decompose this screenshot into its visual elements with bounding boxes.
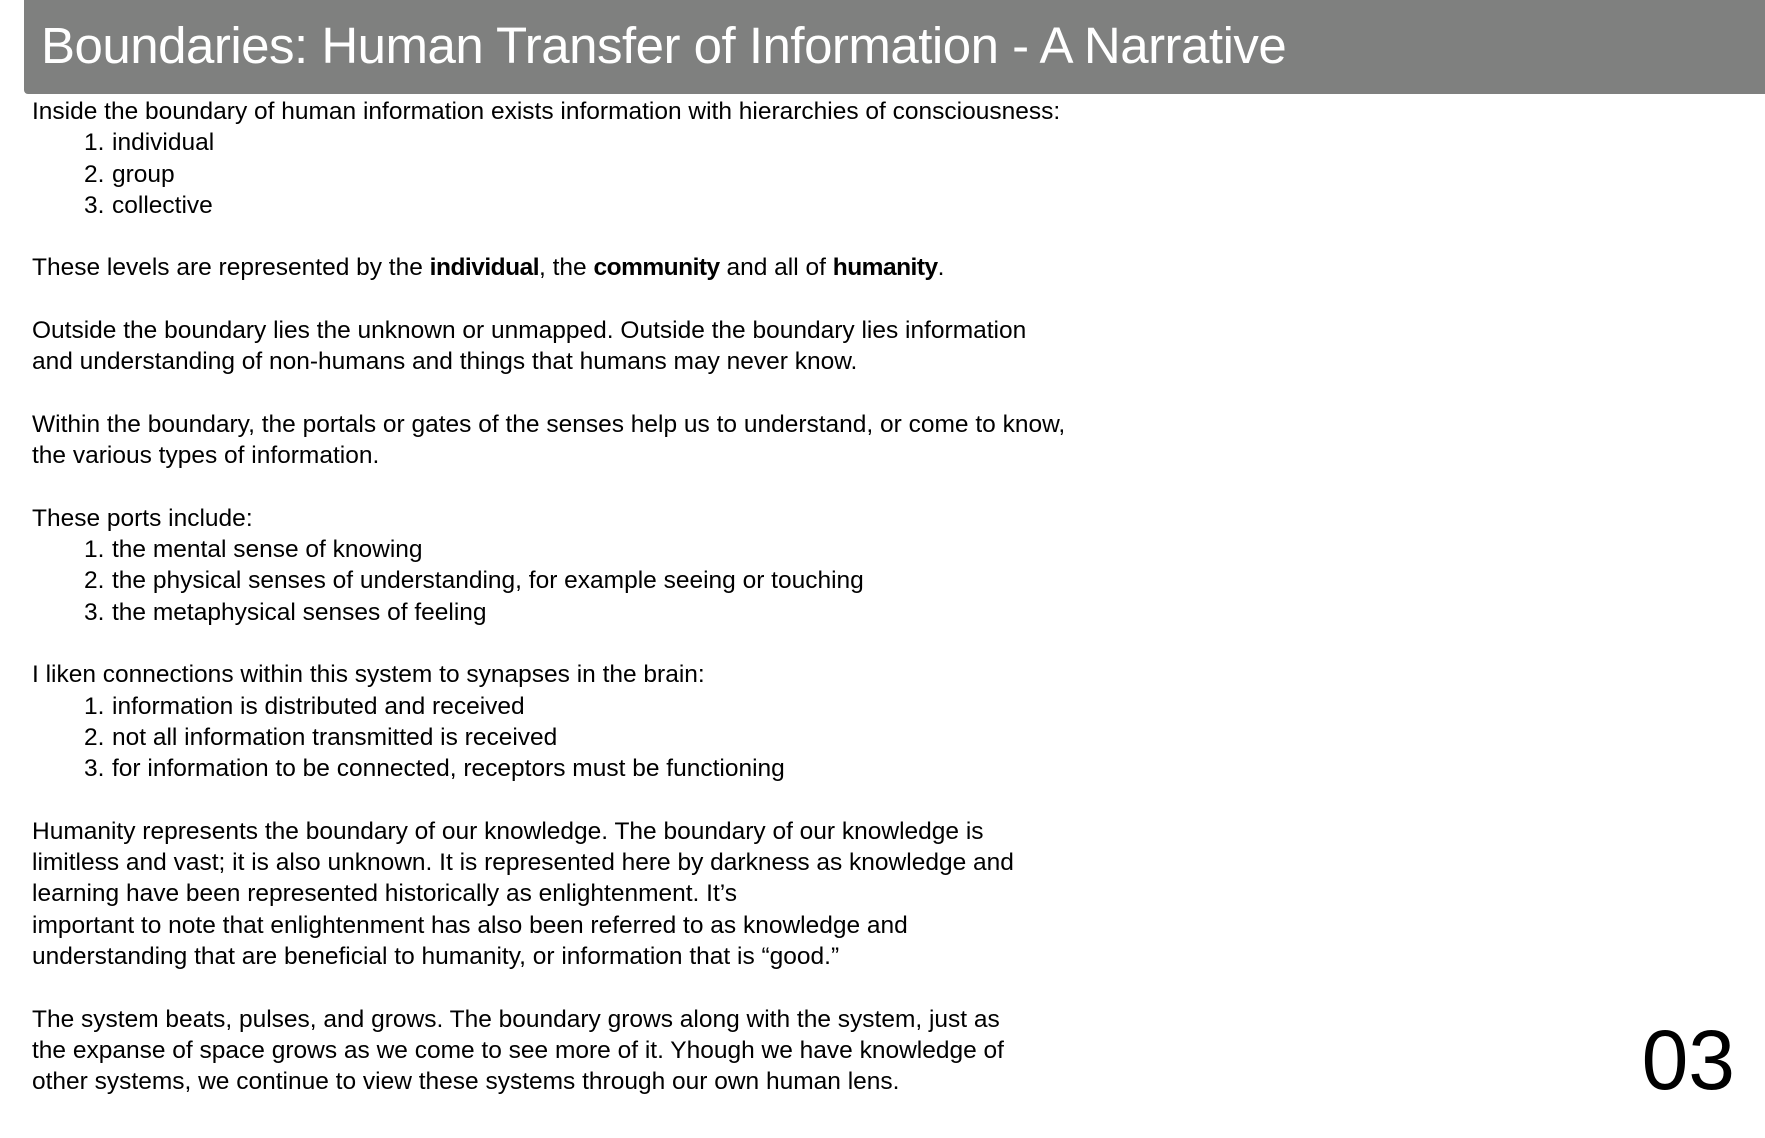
levels-paragraph: These levels are represented by the individual, the community and all of humanity.	[32, 254, 945, 282]
list-item: 3. the metaphysical senses of feeling	[84, 598, 487, 626]
ports-intro: These ports include:	[32, 504, 253, 532]
system-paragraph: The system beats, pulses, and grows. The boundary grows along with the system, just as the expanse of space grows as we come to see more of it. Yhough we have knowledge of other systems, we continue to view these systems through our own human lens.	[32, 1005, 1004, 1096]
synapse-list	[32, 691, 1212, 785]
list-item: 1. information is distributed and received	[84, 692, 525, 720]
ports-list	[32, 534, 1212, 628]
term-community: community	[593, 254, 720, 282]
list-item: 1. individual	[84, 129, 215, 157]
term-humanity: humanity	[832, 254, 938, 282]
list-item: 1. the mental sense of knowing	[84, 536, 423, 564]
list-item: 2. not all information transmitted is received	[84, 723, 558, 751]
slide-body	[32, 96, 1212, 1129]
synapse-intro: I liken connections within this system to synapses in the brain:	[32, 661, 705, 689]
outside-paragraph: Outside the boundary lies the unknown or unmapped. Outside the boundary lies information and understanding of non-humans and things that humans may never know.	[32, 317, 1027, 376]
humanity-paragraph-2: important to note that enlightenment has also been referred to as knowledge and understanding that are beneficial to humanity, or information that is “good.”	[32, 911, 908, 971]
list-item: 3. collective	[84, 191, 213, 219]
slide-title: Boundaries: Human Transfer of Information - A Narrative	[41, 17, 1287, 74]
list-item: 2. group	[84, 160, 175, 188]
humanity-paragraph-1: Humanity represents the boundary of our knowledge. The boundary of our knowledge is limitless and vast; it is also unknown. It is represented here by darkness as knowledge and learning have been represented historically as enlightenment. It’s	[32, 817, 1014, 908]
term-individual: individual	[429, 254, 540, 282]
list-item: 2. the physical senses of understanding, for example seeing or touching	[84, 567, 864, 595]
list-item: 3. for information to be connected, receptors must be functioning	[84, 755, 785, 783]
intro-paragraph: Inside the boundary of human information exists information with hierarchies of consciousness:	[32, 98, 1061, 125]
page-number: 03	[1641, 1013, 1735, 1107]
hierarchy-list	[32, 127, 1212, 221]
title-bar	[24, 0, 1765, 94]
within-paragraph: Within the boundary, the portals or gates of the senses help us to understand, or come to know, the various types of information.	[32, 410, 1066, 470]
